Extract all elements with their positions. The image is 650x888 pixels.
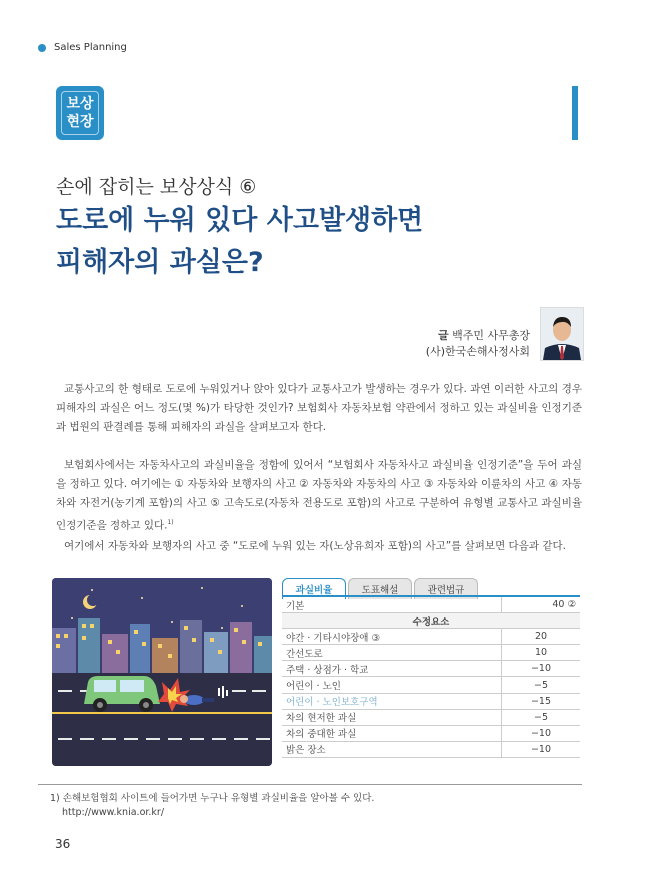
lead-in-paragraph	[56, 537, 582, 556]
badge-line-2: 현장	[66, 114, 94, 130]
tab-fault-ratio[interactable]: 과실비율	[282, 578, 346, 599]
category-badge	[56, 86, 104, 140]
author-photo	[540, 307, 584, 361]
table-row	[282, 661, 580, 677]
row-value: −5	[502, 677, 581, 693]
row-value: −10	[502, 725, 581, 741]
table-row	[282, 741, 580, 757]
table-row-base	[282, 596, 580, 613]
fault-ratio-table	[282, 595, 580, 758]
row-value: −5	[502, 709, 581, 725]
article-title	[56, 200, 423, 284]
intro-paragraph	[56, 380, 582, 437]
footnote-divider	[38, 784, 582, 785]
footnote	[50, 792, 374, 820]
bullet-dot-icon	[38, 44, 46, 52]
author-name: 백주민 사무총장	[452, 329, 530, 342]
author-byline	[426, 328, 530, 360]
paragraph-3: 여기에서 자동차와 보행자의 사고 중 “도로에 누워 있는 자(노상유희자 포함)의 사고”를 살펴보면 다음과 같다.	[64, 540, 566, 552]
page-number: 36	[55, 837, 71, 851]
title-line-1: 도로에 누워 있다 사고발생하면	[56, 205, 424, 236]
table-row	[282, 629, 580, 645]
page-header	[38, 42, 127, 53]
author-prefix: 글	[437, 329, 449, 342]
table-row	[282, 677, 580, 693]
footnote-text: 1) 손해보험협회 사이트에 들어가면 누구나 유형별 과실비율을 알아볼 수 있다.	[50, 793, 375, 804]
accident-illustration	[52, 578, 272, 766]
accent-bar	[572, 86, 578, 140]
footnote-link[interactable]: http://www.knia.or.kr/	[62, 807, 165, 818]
row-value: −10	[502, 741, 581, 757]
row-value: 20	[502, 629, 581, 645]
row-label: 차의 현저한 과실	[282, 709, 502, 725]
series-subtitle: 손에 잡히는 보상상식 ⑥	[56, 176, 257, 198]
table-row-highlighted	[282, 693, 580, 709]
row-value: −10	[502, 661, 581, 677]
row-label: 밝은 장소	[282, 741, 502, 757]
base-label: 기본	[282, 596, 502, 613]
row-label: 간선도로	[282, 645, 502, 661]
table-row	[282, 725, 580, 741]
paragraph-1: 교통사고의 한 형태로 도로에 누워있거나 앉아 있다가 교통사고가 발생하는 경우가 있다. 과연 이러한 사고의 경우 피해자의 과실은 어느 정도(몇 %)가 타당한 것인가? 보험회사 자동차보험 약관에서 정하고 있는 과실비율 인정기준과 법원의 판결례를 통해 피해자의 과실을 살펴보고자 한다.	[56, 383, 582, 433]
row-label: 차의 중대한 과실	[282, 725, 502, 741]
title-line-2: 피해자의 과실은?	[56, 247, 264, 278]
table-row	[282, 645, 580, 661]
row-label: 어린이 · 노인	[282, 677, 502, 693]
section-header-label: 수정요소	[282, 613, 580, 629]
row-label: 주택 · 상점가 · 학교	[282, 661, 502, 677]
row-label: 어린이 · 노인보호구역	[282, 693, 502, 709]
author-org: (사)한국손해사정사회	[425, 345, 530, 358]
table-row	[282, 709, 580, 725]
row-value: −15	[502, 693, 581, 709]
paragraph-2	[56, 456, 582, 536]
badge-line-1: 보상	[66, 96, 94, 112]
paragraph-2-text: 보험회사에서는 자동차사고의 과실비율을 정함에 있어서 “보험회사 자동차사고 과실비율 인정기준”을 두어 과실을 정하고 있다. 여기에는 ① 자동차와 보행자의 사고 ② 자동차와 자동차의 사고 ③ 자동차와 이륜차의 사고 ④ 자동차와 자전거(농기계 포함)의 사고 ⑤ 고속도로(자동차 전용도로 포함)의 사고로 구분하여 유형별 교통사고 과실비율 인정기준을 정하고 있다.	[56, 459, 582, 532]
tab-related-law[interactable]: 관련법규	[414, 578, 478, 599]
row-label: 야간 · 기타시야장애 ③	[282, 629, 502, 645]
row-value: 10	[502, 645, 581, 661]
section-label: Sales Planning	[54, 42, 127, 53]
base-value: 40 ②	[502, 596, 581, 613]
table-section-header	[282, 613, 580, 629]
criteria-paragraph	[56, 456, 582, 536]
tab-chart-explanation[interactable]: 도표해설	[348, 578, 412, 599]
footnote-ref: 1)	[167, 519, 174, 526]
